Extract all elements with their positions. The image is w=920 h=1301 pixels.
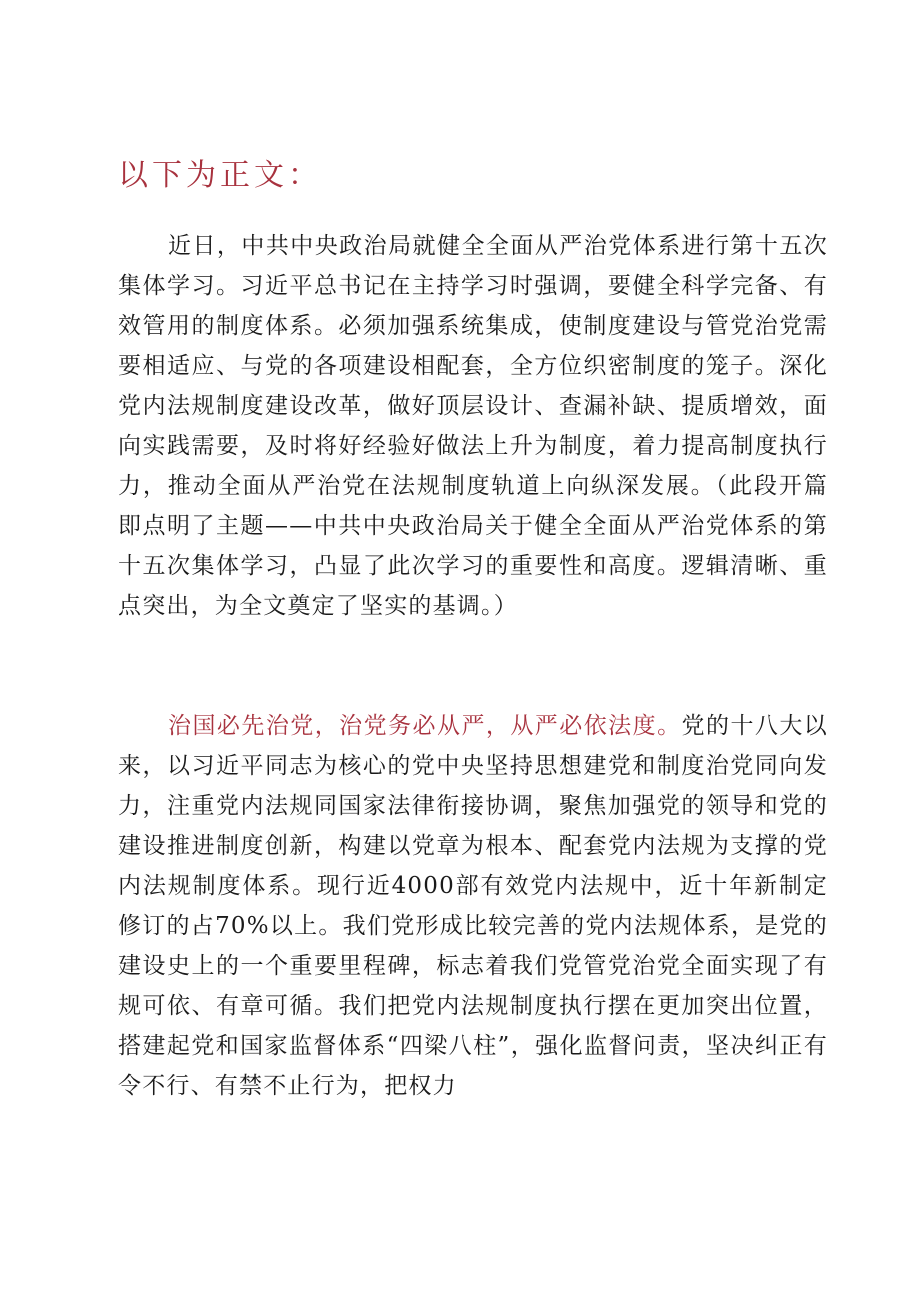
paragraph-2-text: 党的十八大以来，以习近平同志为核心的党中央坚持思想建党和制度治党同向发力，注重党内法规同国家法律衔接协调，聚焦加强党的领导和党的建设推进制度创新，构建以党章为根本、配套党内法规为支撑的党内法规制度体系。现行近4000部有效党内法规中，近十年新制定修订的占70%以上。我们党形成比较完善的党内法规体系，是党的建设史上的一个重要里程碑，标志着我们党管党治党全面实现了有规可依、有章可循。我们把党内法规制度执行摆在更加突出位置，搭建起党和国家监督体系“四梁八柱”，强化监督问责，坚决纠正有令不行、有禁不止行为，把权力 xyxy=(118,713,828,1099)
body-paragraph-1 xyxy=(118,226,828,626)
paragraph-1-text: 近日，中共中央政治局就健全全面从严治党体系进行第十五次集体学习。习近平总书记在主持学习时强调，要健全科学完备、有效管用的制度体系。必须加强系统集成，使制度建设与管党治党需要相适应、与党的各项建设相配套，全方位织密制度的笼子。深化党内法规制度建设改革，做好顶层设计、查漏补缺、提质增效，面向实践需要，及时将好经验好做法上升为制度，着力提高制度执行力，推动全面从严治党在法规制度轨道上向纵深发展。（此段开篇即点明了主题——中共中央政治局关于健全全面从严治党体系的第十五次集体学习，凸显了此次学习的重要性和高度。逻辑清晰、重点突出，为全文奠定了坚实的基调。） xyxy=(118,233,828,619)
page-heading: 以下为正文： xyxy=(118,158,322,193)
paragraph-2-lead-sentence: 治国必先治党，治党务必从严，从严必依法度。 xyxy=(168,713,682,739)
body-paragraph-2 xyxy=(118,706,828,1106)
